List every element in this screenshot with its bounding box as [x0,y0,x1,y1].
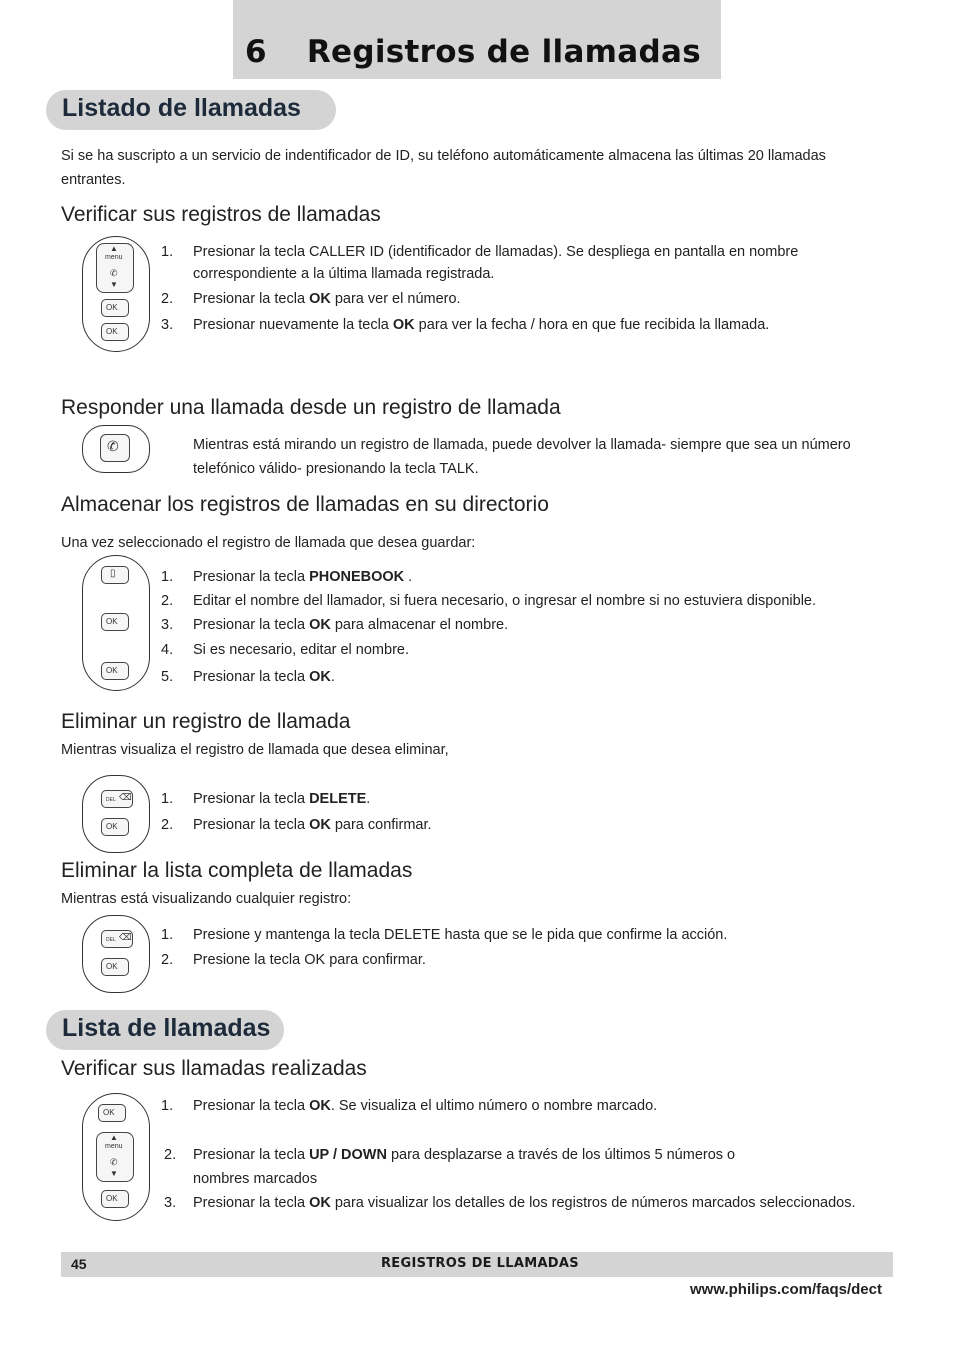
section-intro: Si se ha suscripto a un servicio de indentificador de ID, su teléfono automáticamente almacena las últimas 20 llamadas entrantes. [61,148,826,188]
down-arrow-icon: ▼ [110,1169,118,1178]
caller-id-icon: ✆ [110,1157,118,1167]
ok-key [101,662,129,680]
ok-key-label: OK [106,303,118,312]
ok-key-label: OK [106,327,118,336]
ok-key-label: OK [106,962,118,971]
ok-key-label: OK [106,617,118,626]
section-title: Lista de llamadas [62,1014,271,1042]
delete-all-intro: Mientras está visualizando cualquier registro: [61,891,352,907]
section-heading-listado [46,90,336,130]
subheading-store: Almacenar los registros de llamadas en su directorio [61,493,549,516]
phone-handset-icon: ✆ [107,438,119,454]
phone-keypad-illustration [82,236,150,352]
nav-key [96,243,134,293]
ok-key [101,299,129,317]
footer-title: REGISTROS DE LLAMADAS [381,1256,579,1271]
section-title: Listado de llamadas [62,94,301,122]
phone-keypad-illustration [82,555,150,691]
phone-keypad-illustration [82,775,150,853]
del-key-label: DEL [106,797,116,803]
ok-key [101,1190,129,1208]
menu-label: menu [105,1143,123,1150]
delete-one-intro: Mientras visualiza el registro de llamada que desea eliminar, [61,742,449,758]
ok-key-label: OK [103,1108,115,1117]
chapter-title [245,34,701,70]
phone-keypad-illustration [82,1093,150,1221]
subheading-delete-all: Eliminar la lista completa de llamadas [61,859,413,882]
down-arrow-icon: ▼ [110,280,118,289]
subheading-verify-dialed: Verificar sus llamadas realizadas [61,1057,367,1080]
talk-key [100,434,130,462]
menu-label: menu [105,254,123,261]
up-arrow-icon: ▲ [110,244,118,253]
phone-keypad-illustration [82,915,150,993]
talk-key-illustration [82,425,150,473]
delete-icon: ⌫ [119,932,132,942]
section-heading-lista [46,1010,284,1050]
subheading-delete-one: Eliminar un registro de llamada [61,710,351,733]
store-intro: Una vez seleccionado el registro de llamada que desea guardar: [61,535,476,551]
footer-url[interactable]: www.philips.com/faqs/dect [690,1281,882,1298]
del-key-label: DEL [106,937,116,943]
ok-key-label: OK [106,822,118,831]
subheading-respond: Responder una llamada desde un registro de llamada [61,396,561,419]
delete-key [101,790,133,808]
ok-key-label: OK [106,666,118,675]
caller-id-icon: ✆ [110,268,118,278]
delete-icon: ⌫ [119,792,132,802]
subheading-verify-records: Verificar sus registros de llamadas [61,203,381,226]
ok-key [101,613,129,631]
ok-key [101,818,129,836]
delete-key [101,930,133,948]
ok-key [101,958,129,976]
up-arrow-icon: ▲ [110,1133,118,1142]
phonebook-icon: ▯ [110,568,116,579]
respond-line-2: telefónico válido- presionando la tecla TALK. [193,461,479,477]
respond-line-1: Mientras está mirando un registro de llamada, puede devolver la llamada- siempre que sea un número [193,437,851,453]
page-number: 45 [71,1256,87,1272]
nav-key [96,1132,134,1182]
ok-key-label: OK [106,1194,118,1203]
chapter-title-text: Registros de llamadas [306,34,701,70]
footer-bar [61,1252,893,1277]
ok-key [98,1104,126,1122]
chapter-number: 6 [245,34,267,70]
phonebook-key [101,566,129,584]
ok-key [101,323,129,341]
